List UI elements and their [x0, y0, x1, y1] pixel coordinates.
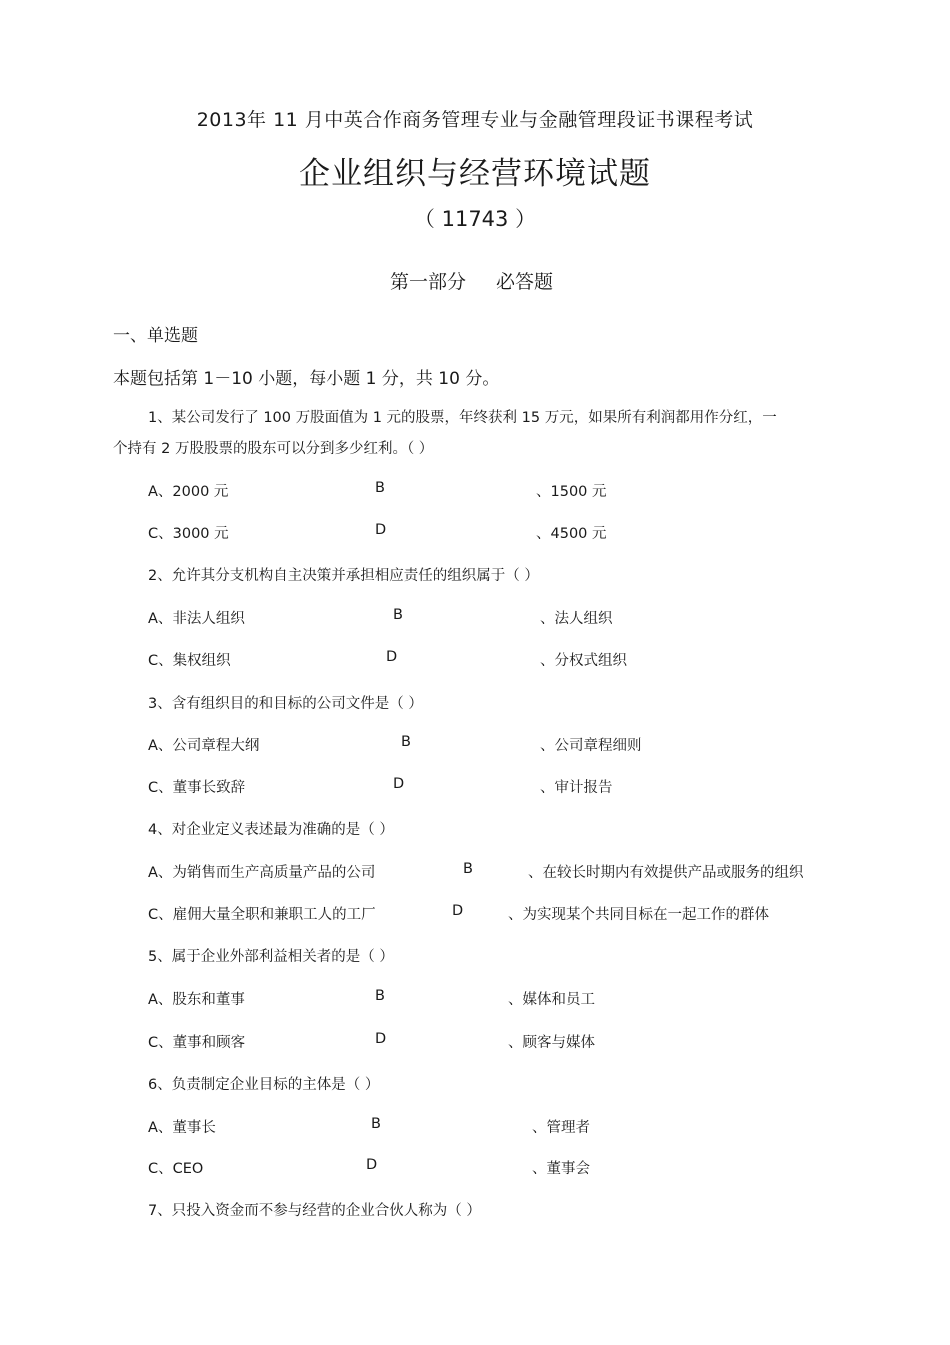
question-2-option-d: 、分权式组织 — [540, 653, 627, 669]
question-3-option-c: C、董事长致辞 — [148, 780, 246, 796]
question-1-option-c: C、3000 元 — [148, 526, 229, 542]
question-1-option-b-letter: B — [375, 480, 385, 496]
question-6-option-b: 、管理者 — [532, 1120, 590, 1136]
question-2-option-b: 、法人组织 — [540, 611, 613, 627]
section-instructions: 本题包括第 1－10 小题，每小题 1 分，共 10 分。 — [113, 369, 500, 389]
exam-header-line: 2013年 11 月中英合作商务管理专业与金融管理段证书课程考试 — [196, 109, 754, 131]
page-title: 企业组织与经营环境试题 — [299, 156, 651, 192]
question-1-line-2: 个持有 2 万股股票的股东可以分到多少红利。（ ） — [113, 441, 434, 457]
question-5-option-b: 、媒体和员工 — [508, 992, 595, 1008]
question-3-option-d-letter: D — [393, 776, 405, 792]
question-4-stem: 4、对企业定义表述最为准确的是（ ） — [148, 822, 394, 838]
question-5-option-b-letter: B — [375, 988, 385, 1004]
question-2-option-b-letter: B — [393, 607, 403, 623]
part-title: 第一部分 — [390, 271, 467, 293]
section-title: 一、单选题 — [113, 326, 198, 346]
part-heading — [390, 267, 553, 294]
question-4-option-b-letter: B — [463, 861, 473, 877]
question-6-option-b-letter: B — [371, 1116, 381, 1132]
question-4-option-c: C、雇佣大量全职和兼职工人的工厂 — [148, 907, 376, 923]
question-2-option-d-letter: D — [386, 649, 398, 665]
exam-code: （ 11743 ） — [413, 207, 537, 231]
question-6-option-a: A、董事长 — [148, 1120, 216, 1136]
question-3-option-b: 、公司章程细则 — [540, 738, 642, 754]
question-6-option-c: C、CEO — [148, 1161, 204, 1177]
question-6-stem: 6、负责制定企业目标的主体是（ ） — [148, 1077, 380, 1093]
question-3-option-a: A、公司章程大纲 — [148, 738, 260, 754]
question-1-option-d: 、4500 元 — [536, 526, 607, 542]
question-5-option-a: A、股东和董事 — [148, 992, 245, 1008]
question-5-option-d: 、顾客与媒体 — [508, 1035, 595, 1051]
question-5-option-c: C、董事和顾客 — [148, 1035, 246, 1051]
question-2-option-c: C、集权组织 — [148, 653, 231, 669]
question-6-option-d: 、董事会 — [532, 1161, 590, 1177]
question-4-option-d: 、为实现某个共同目标在一起工作的群体 — [508, 907, 769, 923]
question-3-option-b-letter: B — [401, 734, 411, 750]
question-4-option-d-letter: D — [452, 903, 464, 919]
question-7-stem: 7、只投入资金而不参与经营的企业合伙人称为（ ） — [148, 1203, 481, 1219]
question-5-stem: 5、属于企业外部利益相关者的是（ ） — [148, 949, 394, 965]
question-1-option-b: 、1500 元 — [536, 484, 607, 500]
question-4-option-b: 、在较长时期内有效提供产品或服务的组织 — [528, 865, 804, 881]
question-1-option-a: A、2000 元 — [148, 484, 229, 500]
question-4-option-a: A、为销售而生产高质量产品的公司 — [148, 865, 376, 881]
question-2-stem: 2、允许其分支机构自主决策并承担相应责任的组织属于（ ） — [148, 568, 539, 584]
question-1-option-d-letter: D — [375, 522, 387, 538]
question-3-option-d: 、审计报告 — [540, 780, 613, 796]
question-6-option-d-letter: D — [366, 1157, 378, 1173]
part-subtitle: 必答题 — [496, 271, 554, 293]
question-1-line-1: 1、某公司发行了 100 万股面值为 1 元的股票，年终获利 15 万元，如果所有利润都用作分红，一 — [148, 410, 777, 426]
question-2-option-a: A、非法人组织 — [148, 611, 245, 627]
question-3-stem: 3、含有组织目的和目标的公司文件是（ ） — [148, 696, 423, 712]
question-5-option-d-letter: D — [375, 1031, 387, 1047]
